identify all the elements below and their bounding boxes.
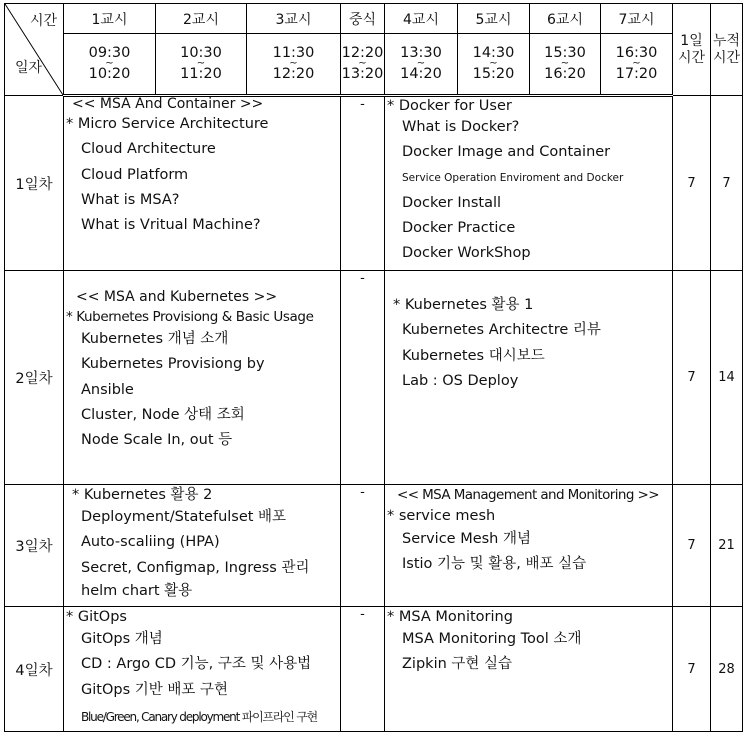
topic-item: GitOps 개념 (81, 631, 163, 647)
topic-heading: * GitOps (66, 609, 127, 625)
topic-item: Kubernetes 대시보드 (402, 347, 545, 364)
period-label: 5교시 (458, 4, 530, 34)
topic-item: Cloud Platform (81, 166, 189, 183)
day-label: 2일차 (5, 271, 64, 485)
period-start: 12:20 (341, 45, 384, 61)
topic-item: What is MSA? (81, 191, 180, 208)
period-end: 10:20 (88, 66, 131, 82)
afternoon-sessions (385, 485, 673, 607)
topic-item: Docker WorkShop (402, 245, 531, 262)
period-label: 4교시 (385, 4, 458, 34)
day-row (5, 485, 743, 607)
day-label: 1일차 (5, 96, 64, 271)
period-end: 12:20 (272, 66, 315, 82)
lunch-cell: - (341, 96, 385, 271)
topic-item: Auto-scaliing (HPA) (81, 534, 220, 551)
cumulative-hours-header (711, 4, 743, 96)
topic-item: Node Scale In, out 등 (81, 432, 233, 449)
period-start: 14:30 (472, 45, 515, 61)
topic-item: Docker Install (402, 194, 502, 211)
period-time (64, 34, 156, 96)
topic-item: Zipkin 구현 실습 (402, 656, 513, 673)
period-time (385, 34, 458, 96)
topic-heading: * service mesh (387, 508, 496, 524)
morning-sessions (64, 485, 341, 607)
tilde: ~ (105, 58, 114, 69)
morning-sessions (64, 607, 341, 732)
tilde: ~ (358, 58, 367, 69)
tilde: ~ (489, 58, 498, 69)
period-time (247, 34, 341, 96)
daily-hours-header-text: 1일 시간 (677, 32, 706, 66)
topic-item: Cloud Architecture (81, 141, 216, 158)
topic-item: CD : Argo CD 기능, 구조 및 사용법 (81, 656, 312, 673)
daily-hours: 7 (673, 271, 711, 485)
corner-cell (5, 4, 64, 96)
topic-item: Kubernetes Architectre 리뷰 (402, 322, 601, 339)
morning-sessions (64, 271, 341, 485)
corner-label-time: 시간 (29, 13, 57, 29)
daily-hours: 7 (673, 485, 711, 607)
period-end: 15:20 (472, 66, 515, 82)
topic-heading: * Docker for User (387, 98, 512, 114)
schedule-table (4, 3, 743, 732)
day-label: 3일차 (5, 485, 64, 607)
topic-item: Service Operation Enviroment and Docker (402, 171, 624, 184)
tilde: ~ (632, 58, 641, 69)
period-label: 6교시 (530, 4, 601, 34)
period-time (530, 34, 601, 96)
topic-item: Kubernetes Provisiong by (81, 356, 265, 373)
section-title: << MSA and Kubernetes >> (76, 289, 278, 305)
period-end: 16:20 (544, 66, 586, 82)
topic-item: What is Vritual Machine? (81, 217, 261, 234)
header-row-periods (5, 4, 743, 34)
period-start: 15:30 (544, 45, 586, 61)
topic-item: GitOps 기반 배포 구현 (81, 681, 228, 698)
period-end: 14:20 (400, 66, 442, 82)
topic-item: Istio 기능 및 활용, 배포 실습 (402, 556, 587, 573)
section-title: << MSA Management and Monitoring >> (397, 487, 659, 503)
section-title: << MSA And Container >> (72, 96, 264, 112)
daily-hours: 7 (673, 607, 711, 732)
topic-item: Cluster, Node 상태 조회 (81, 406, 245, 423)
header-row-times (5, 34, 743, 96)
topic-item: Blue/Green, Canary deployment 파이프라인 구현 (81, 709, 318, 724)
topic-heading: * Kubernetes 활용 1 (393, 297, 534, 313)
cumulative-hours-header-text: 누적 시간 (712, 32, 741, 66)
topic-heading: * Kubernetes Provisiong & Basic Usage (66, 309, 314, 325)
period-start: 09:30 (88, 45, 131, 61)
topic-heading: * Micro Service Architecture (66, 116, 269, 132)
day-row (5, 96, 743, 271)
morning-sessions (64, 96, 341, 271)
corner-label-day: 일자 (15, 60, 43, 76)
period-start: 13:30 (400, 45, 442, 61)
topic-heading: * MSA Monitoring (387, 609, 513, 625)
topic-item: What is Docker? (402, 119, 520, 135)
lunch-cell: - (341, 485, 385, 607)
afternoon-sessions (385, 271, 673, 485)
tilde: ~ (289, 58, 298, 69)
lunch-cell: - (341, 607, 385, 732)
topic-item: Kubernetes 개념 소개 (81, 331, 229, 347)
topic-item: Docker Practice (402, 220, 516, 237)
period-label: 7교시 (601, 4, 673, 34)
daily-hours: 7 (673, 96, 711, 271)
cumulative-hours: 21 (711, 485, 743, 607)
tilde: ~ (560, 58, 570, 69)
topic-item: Lab : OS Deploy (402, 372, 519, 389)
tilde: ~ (196, 58, 206, 69)
period-time (601, 34, 673, 96)
afternoon-sessions (385, 607, 673, 732)
topic-heading: * Kubernetes 활용 2 (72, 487, 213, 503)
period-label: 2교시 (156, 4, 247, 34)
period-label: 중식 (341, 4, 385, 34)
period-label: 1교시 (64, 4, 156, 34)
period-time (341, 34, 385, 96)
cumulative-hours: 7 (711, 96, 743, 271)
cumulative-hours: 28 (711, 607, 743, 732)
period-time (458, 34, 530, 96)
topic-item: helm chart 활용 (81, 582, 193, 599)
day-label: 4일차 (5, 607, 64, 732)
period-end: 13:20 (341, 66, 384, 82)
topic-item: MSA Monitoring Tool 소개 (402, 631, 582, 647)
topic-item: Secret, Configmap, Ingress 관리 (81, 559, 310, 576)
topic-item: Service Mesh 개념 (402, 531, 531, 547)
lunch-cell: - (341, 271, 385, 485)
day-row (5, 271, 743, 485)
period-end: 11:20 (180, 66, 222, 82)
tilde: ~ (416, 58, 426, 69)
period-label: 3교시 (247, 4, 341, 34)
period-time (156, 34, 247, 96)
period-start: 16:30 (615, 45, 658, 61)
topic-item: Docker Image and Container (402, 144, 611, 161)
daily-hours-header (673, 4, 711, 96)
topic-item: Deployment/Statefulset 배포 (81, 509, 287, 525)
period-end: 17:20 (615, 66, 658, 82)
topic-item: Ansible (81, 381, 134, 398)
day-row (5, 607, 743, 732)
period-start: 11:30 (272, 45, 315, 61)
afternoon-sessions (385, 96, 673, 271)
cumulative-hours: 14 (711, 271, 743, 485)
period-start: 10:30 (180, 45, 222, 61)
